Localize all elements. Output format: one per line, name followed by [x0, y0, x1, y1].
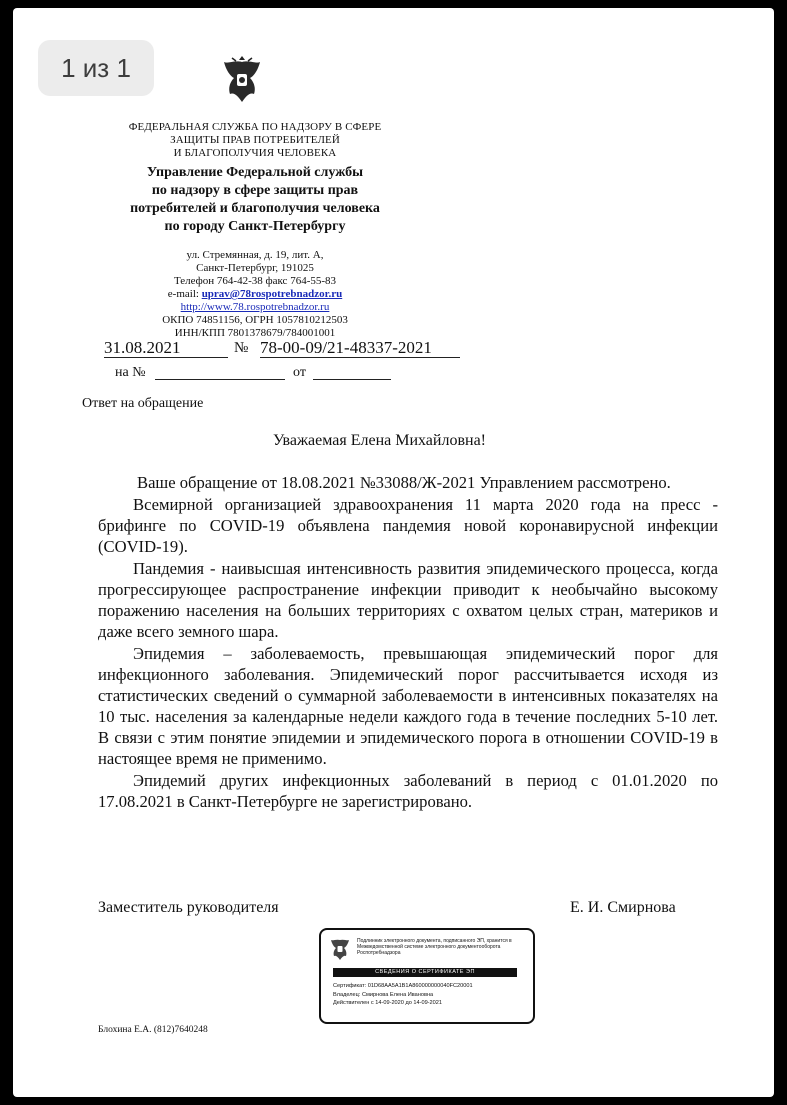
stamp-details [333, 982, 523, 1008]
reply-heading: Ответ на обращение [82, 396, 204, 411]
validity-line: Действителен с 14-09-2020 до 14-09-2021 [333, 1000, 442, 1006]
date-underline [104, 357, 228, 358]
agency-line: ЗАЩИТЫ ПРАВ ПОТРЕБИТЕЛЕЙ [170, 134, 340, 146]
reference-date-blank [313, 379, 391, 380]
agency-name [110, 121, 400, 160]
letter-body [98, 472, 718, 812]
signer-name: Е. И. Смирнова [570, 899, 676, 916]
executor-footer: Блохина Е.А. (812)7640248 [98, 1025, 208, 1035]
office-line: по городу Санкт-Петербургу [164, 219, 346, 234]
body-paragraph: Всемирной организацией здравоохранения 11 марта 2020 года на пресс - брифинге по COVID-19 объявлена пандемия новой коронавирусной инфекции (COVID-19). [98, 495, 718, 556]
stamp-header: СВЕДЕНИЯ О СЕРТИФИКАТЕ ЭП [333, 968, 517, 977]
office-line: по надзору в сфере защиты прав [151, 183, 359, 198]
body-paragraph: Эпидемия – заболеваемость, превышающая эпидемический порог для инфекционного заболевания. Эпидемический порог рассчитывается исходя из статистических сведений о суммарной заболеваемости в интенсивных показателях на 10 тыс. населения за календарные недели каждого года в течение последних 5-10 лет. В связи с этим понятие эпидемии и эпидемического порога в отношении COVID-19 в настоящее время не применимо. [98, 644, 718, 768]
agency-line: И БЛАГОПОЛУЧИЯ ЧЕЛОВЕКА [173, 147, 337, 159]
reference-date-label: от [293, 365, 306, 380]
page-counter-text: 1 из 1 [61, 52, 131, 83]
email-line [120, 288, 390, 301]
reference-number-blank [155, 379, 285, 380]
office-line: Управление Федеральной службы [146, 165, 364, 180]
agency-line: ФЕДЕРАЛЬНАЯ СЛУЖБА ПО НАДЗОРУ В СФЕРЕ [128, 121, 382, 133]
number-underline [260, 357, 460, 358]
owner-line: Владелец: Смирнова Елена Ивановна [333, 991, 434, 998]
electronic-signature-stamp [319, 928, 535, 1024]
okpo-line: ОКПО 74851156, ОГРН 1057810212503 [162, 314, 348, 326]
stamp-coat-of-arms-icon [329, 935, 351, 963]
signer-title: Заместитель руководителя [98, 899, 279, 916]
contact-block [120, 249, 390, 340]
reference-number-label: на № [115, 365, 146, 380]
body-paragraph: Пандемия - наивысшая интенсивность развития эпидемического процесса, когда прогрессирующее распространение инфекции приводит к необычайно высокому поражению населения на больших территориях с охватом целых стран, материков и даже всего земного шара. [98, 559, 718, 641]
body-paragraph: Ваше обращение от 18.08.2021 №33088/Ж-2021 Управлением рассмотрено. [137, 473, 671, 492]
website-link[interactable]: http://www.78.rospotrebnadzor.ru [180, 301, 330, 313]
greeting: Уважаемая Елена Михайловна! [273, 432, 486, 449]
page-counter-badge [38, 40, 154, 96]
office-line: потребителей и благополучия человека [130, 201, 380, 216]
email-link[interactable]: uprav@78rospotrebnadzor.ru [201, 288, 343, 300]
body-paragraph: Эпидемий других инфекционных заболеваний в период с 01.01.2020 по 17.08.2021 в Санкт-Петербурге не зарегистрировано. [98, 771, 718, 811]
document-date: 31.08.2021 [104, 338, 181, 357]
document-number: 78-00-09/21-48337-2021 [260, 338, 432, 357]
phone-line: Телефон 764-42-38 факс 764-55-83 [173, 275, 337, 287]
office-name [100, 164, 410, 236]
certificate-line: Сертификат: 01D68AA5A1B1A860000000040FC20001 [333, 983, 473, 989]
email-label: e-mail: [167, 288, 199, 300]
stamp-info-text: Подлинник электронного документа, подписанного ЭП, хранится в Межведомственной системе электронного документооборота Роспотребнадзора [357, 938, 512, 956]
registration-line [104, 338, 464, 360]
number-sign: № [234, 340, 249, 356]
russian-coat-of-arms-icon [220, 52, 264, 108]
reference-line [115, 365, 395, 383]
city-line: Санкт-Петербург, 191025 [196, 262, 314, 274]
address-line: ул. Стремянная, д. 19, лит. А, [186, 249, 324, 261]
inn-line: ИНН/КПП 7801378679/784001001 [174, 327, 336, 339]
